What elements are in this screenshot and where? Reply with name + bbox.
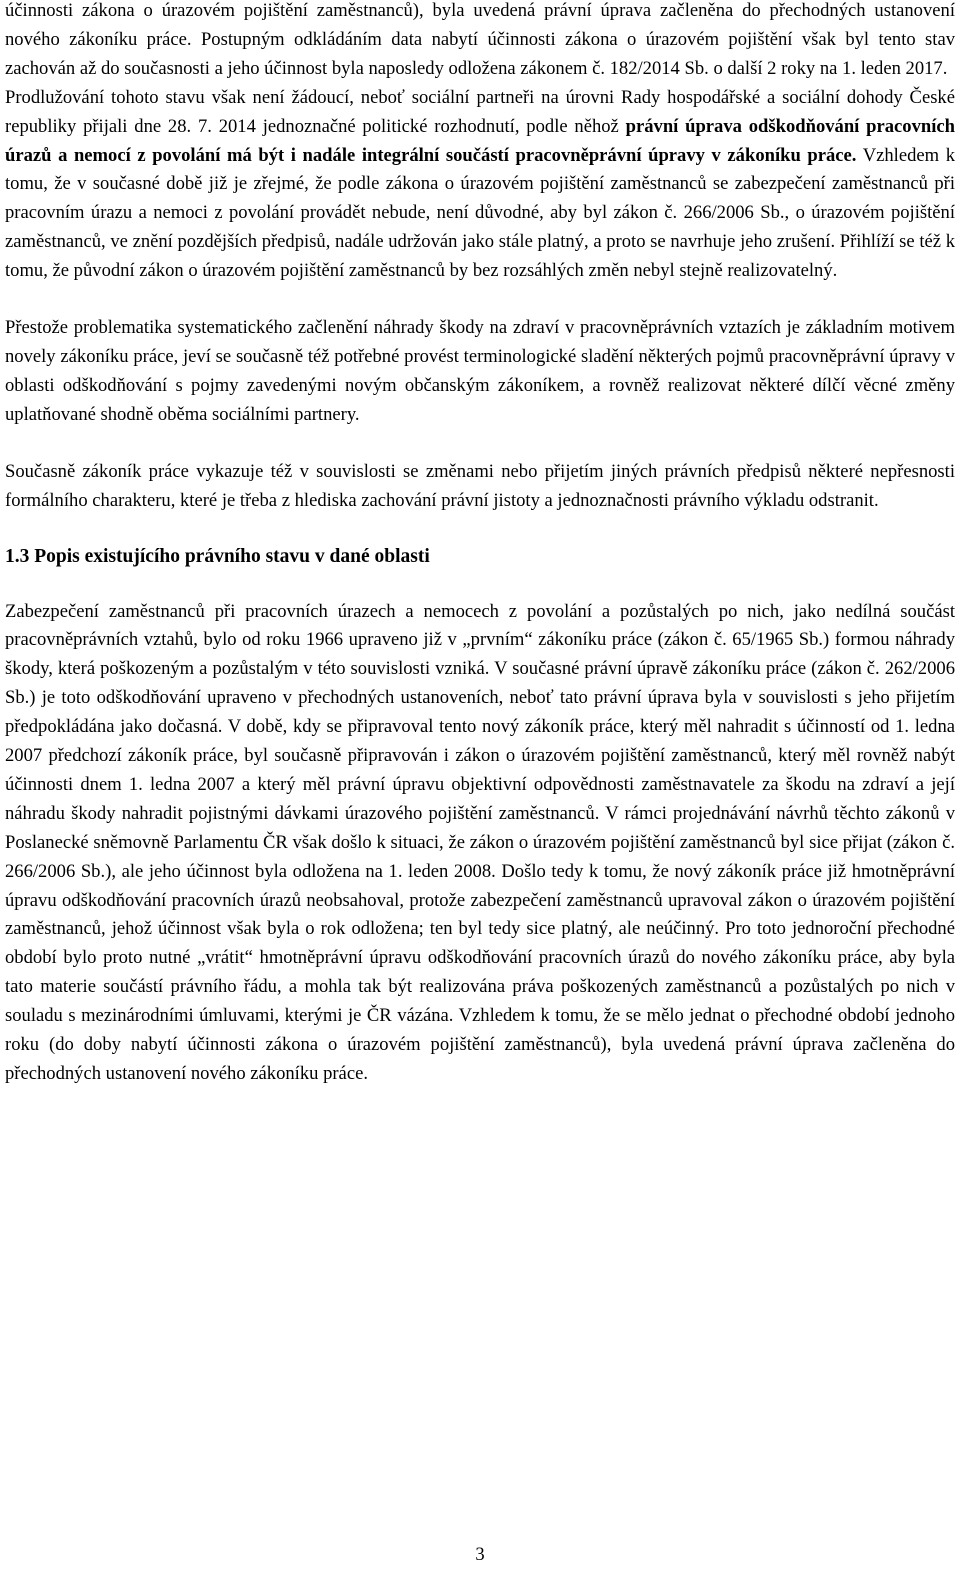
document-page <box>5 0 955 1089</box>
paragraph-2-start: Prodlužování tohoto stavu však není žádoucí, neboť sociální partneři na úrovni Rady hospodářské a sociální dohody České republiky přijali dne 28. 7. 2014 jednoznačné politické rozhodnutí, podle něhož <box>5 86 955 137</box>
paragraph-3: Přestože problematika systematického začlenění náhrady škody na zdraví v pracovněprávních vztazích je základním motivem novely zákoníku práce, jeví se současně též potřebné provést terminologické sladění některých pojmů pracovněprávní úpravy v oblasti odškodňování s pojmy zavedenými novým občanským zákoníkem, a rovněž realizovat některé dílčí věcné změny uplatňované shodně oběma sociálními partnery. <box>5 317 955 425</box>
paragraph-2-emphasis: právní úprava odškodňování pracovních úrazů a nemocí z povolání má být i nadále integrální součástí pracovněprávní úpravy v zákoníku práce. <box>5 115 955 166</box>
paragraph-2 <box>5 84 955 286</box>
paragraph-1: účinnosti zákona o úrazovém pojištění zaměstnanců), byla uvedená právní úprava začleněna do přechodných ustanovení nového zákoníku práce. Postupným odkládáním data nabytí účinnosti zákona o úrazovém pojištění však byl tento stav zachován až do současnosti a jeho účinnost byla naposledy odložena zákonem č. 182/2014 Sb. o další 2 roky na 1. leden 2017. <box>5 0 955 79</box>
paragraph-4: Současně zákoník práce vykazuje též v souvislosti se změnami nebo přijetím jiných právních předpisů některé nepřesnosti formálního charakteru, které je třeba z hlediska zachování právní jistoty a jednoznačnosti právního výkladu odstranit. <box>5 460 955 511</box>
paragraph-5: Zabezpečení zaměstnanců při pracovních úrazech a nemocech z povolání a pozůstalých po nich, jako nedílná součást pracovněprávních vztahů, bylo od roku 1966 upraveno již v „prvním“ zákoníku práce (zákon č. 65/1965 Sb.) formou náhrady škody, která poškozeným a pozůstalým v této souvislosti vzniká. V současné právní úpravě zákoníku práce (zákon č. 262/2006 Sb.) je toto odškodňování upraveno v přechodných ustanoveních, neboť tato právní úprava byla v souvislosti s jeho přijetím předpokládána jako dočasná. V době, kdy se připravoval tento nový zákoník práce, který měl nahradit s účinností od 1. ledna 2007 předchozí zákoník práce, byl současně připravován i zákon o úrazovém pojištění zaměstnanců, který měl rovněž nabýt účinnosti dnem 1. ledna 2007 a který měl právní úpravu objektivní odpovědnosti zaměstnavatele za škodu na zdraví a její náhradu škody nahradit pojistnými dávkami úrazového pojištění zaměstnanců. V rámci projednávání návrhů těchto zákonů v Poslanecké sněmovně Parlamentu ČR však došlo k situaci, že zákon o úrazovém pojištění zaměstnanců byl sice přijat (zákon č. 266/2006 Sb.), ale jeho účinnost byla odložena na 1. leden 2008. Došlo tedy k tomu, že nový zákoník práce již hmotněprávní úpravu odškodňování pracovních úrazů neobsahoval, protože zabezpečení zaměstnanců upravoval zákon o úrazovém pojištění zaměstnanců, jehož účinnost však byla o rok odložena; ten byl tedy sice platný, ale neúčinný. Pro toto jednoroční přechodné období bylo proto nutné „vrátit“ hmotněprávní úpravu odškodňování pracovních úrazů do nového zákoníku práce, aby byla tato materie součástí právního řádu, a mohla tak být realizována práva poškozených zaměstnanců a pozůstalých po nich v souladu s mezinárodními úmluvami, kterými je ČR vázána. Vzhledem k tomu, že se mělo jednat o přechodné období jednoho roku (do doby nabytí účinnosti zákona o úrazovém pojištění zaměstnanců), byla uvedená právní úprava začleněna do přechodných ustanovení nového zákoníku práce. <box>5 600 955 1084</box>
page-number: 3 <box>475 1544 485 1565</box>
section-heading: 1.3 Popis existujícího právního stavu v dané oblasti <box>5 545 430 567</box>
paragraph-2-end: Vzhledem k tomu, že v současné době již je zřejmé, že podle zákona o úrazovém pojištění zaměstnanců se zabezpečení zaměstnanců při pracovním úrazu a nemoci z povolání provádět nebude, není důvodné, aby byl zákon č. 266/2006 Sb., o úrazovém pojištění zaměstnanců, ve znění pozdějších předpisů, nadále udržován jako stále platný, a proto se navrhuje jeho zrušení. Přihlíží se též k tomu, že původní zákon o úrazovém pojištění zaměstnanců by bez rozsáhlých změn nebyl stejně realizovatelný. <box>5 144 955 282</box>
